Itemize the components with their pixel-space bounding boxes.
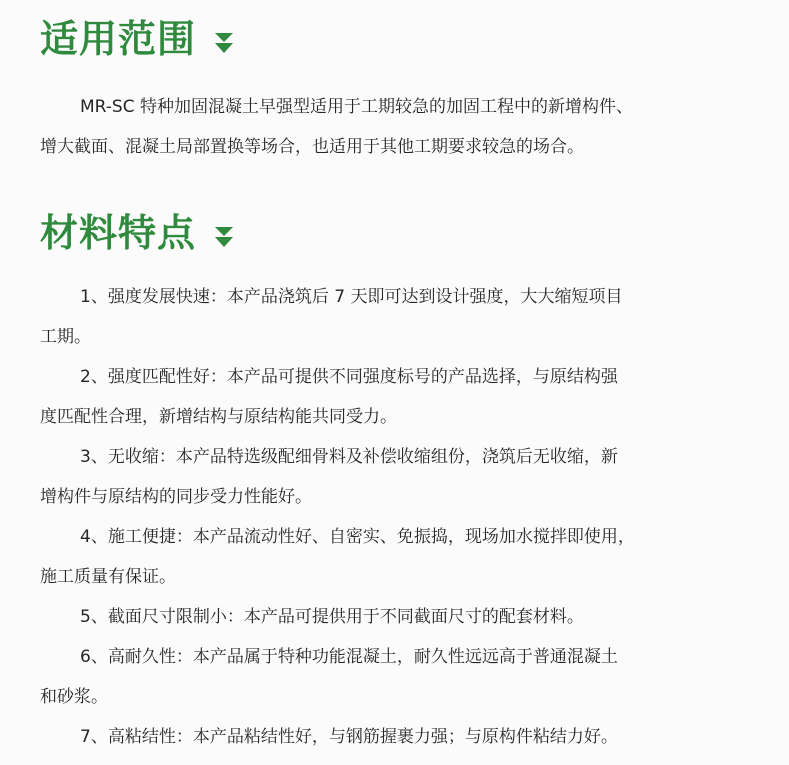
feature-item-3 <box>40 437 752 517</box>
feature-line: 度匹配性合理，新增结构与原结构能共同受力。 <box>40 407 397 427</box>
feature-item-6 <box>40 637 752 717</box>
feature-item-7 <box>40 717 752 757</box>
paragraph-line: 增大截面、混凝土局部置换等场合，也适用于其他工期要求较急的场合。 <box>40 137 584 157</box>
feature-line: 3、无收缩：本产品特选级配细骨料及补偿收缩组份，浇筑后无收缩，新 <box>80 447 618 467</box>
section-title-applicability: 适用范围 <box>40 17 197 61</box>
feature-line: 1、强度发展快速：本产品浇筑后 7 天即可达到设计强度，大大缩短项目 <box>80 287 623 307</box>
feature-line: 施工质量有保证。 <box>40 567 176 587</box>
feature-item-5 <box>40 597 752 637</box>
feature-line: 6、高耐久性：本产品属于特种功能混凝土，耐久性远远高于普通混凝土 <box>80 647 618 667</box>
feature-line: 工期。 <box>40 327 91 347</box>
paragraph-line: MR-SC 特种加固混凝土早强型适用于工期较急的加固工程中的新增构件、 <box>80 97 633 117</box>
feature-line: 4、施工便捷：本产品流动性好、自密实、免振捣，现场加水搅拌即使用， <box>80 527 635 547</box>
feature-item-2 <box>40 357 752 437</box>
section-title-features: 材料特点 <box>40 211 197 255</box>
double-chevron-down-icon <box>214 226 234 248</box>
feature-line: 增构件与原结构的同步受力性能好。 <box>40 487 312 507</box>
feature-item-4 <box>40 517 752 597</box>
section-heading-features <box>40 211 234 255</box>
section-heading-applicability <box>40 17 234 61</box>
feature-item-1 <box>40 277 752 357</box>
feature-line: 5、截面尺寸限制小：本产品可提供用于不同截面尺寸的配套材料。 <box>80 607 584 627</box>
feature-line: 2、强度匹配性好：本产品可提供不同强度标号的产品选择，与原结构强 <box>80 367 618 387</box>
applicability-paragraph <box>40 87 752 167</box>
feature-line: 7、高粘结性：本产品粘结性好，与钢筋握裹力强；与原构件粘结力好。 <box>80 727 618 747</box>
features-list <box>40 277 752 757</box>
feature-line: 和砂浆。 <box>40 687 108 707</box>
double-chevron-down-icon <box>214 32 234 54</box>
